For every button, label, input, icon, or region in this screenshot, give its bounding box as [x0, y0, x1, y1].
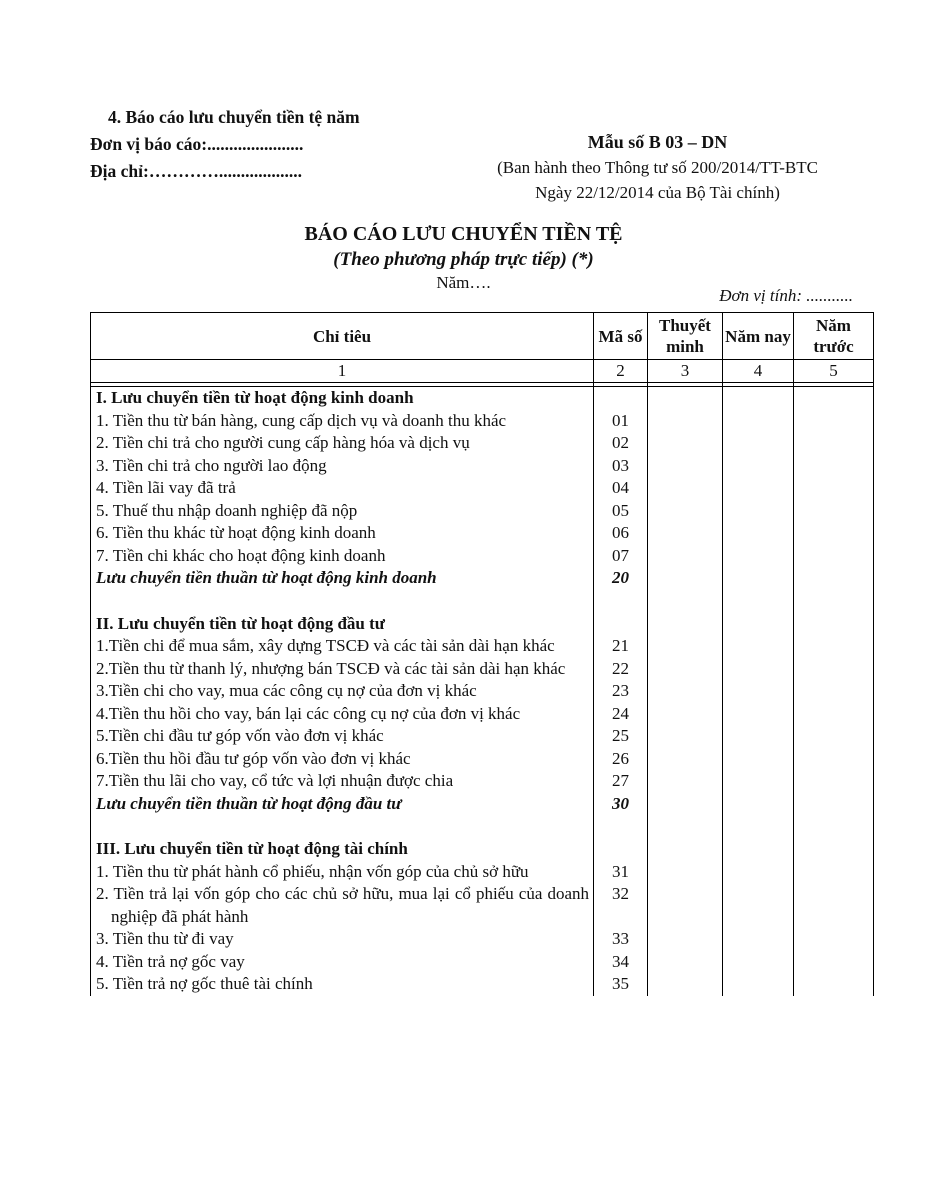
table-row: [91, 793, 874, 816]
table-row: [91, 477, 874, 500]
cell-nam-nay-value: [723, 770, 794, 793]
cell-item-label: 2. Tiền chi trả cho người cung cấp hàng hóa và dịch vụ: [91, 432, 594, 455]
cell-thuyet-minh-value: [648, 455, 723, 478]
cell-item-label: 5. Thuế thu nhập doanh nghiệp đã nộp: [91, 500, 594, 523]
table-header-row: [91, 313, 874, 360]
cell-thuyet-minh-value: [648, 951, 723, 974]
cell-item-label: 4.Tiền thu hồi cho vay, bán lại các công cụ nợ của đơn vị khác: [91, 703, 594, 726]
cell-item-code: 01: [594, 410, 648, 433]
column-number-2: 2: [594, 360, 648, 383]
report-index-line: 4. Báo cáo lưu chuyển tiền tệ năm: [108, 107, 360, 127]
cell-nam-truoc-value: [794, 658, 874, 681]
cell-item-label: 6.Tiền thu hồi đầu tư góp vốn vào đơn vị khác: [91, 748, 594, 771]
cell-nam-nay-value: [723, 387, 794, 410]
cell-thuyet-minh-value: [648, 522, 723, 545]
column-header-chi-tieu: Chỉ tiêu: [91, 313, 594, 360]
reporting-unit-line: Đơn vị báo cáo:......................: [90, 134, 304, 154]
cell-nam-nay-value: [723, 793, 794, 816]
cell-nam-nay-value: [723, 748, 794, 771]
column-number-4: 4: [723, 360, 794, 383]
cell-thuyet-minh-value: [648, 748, 723, 771]
cell-item-label: 3.Tiền chi cho vay, mua các công cụ nợ của đơn vị khác: [91, 680, 594, 703]
cell-item-label: III. Lưu chuyển tiền từ hoạt động tài chính: [91, 838, 594, 861]
table-row: [91, 815, 874, 838]
column-number-1: 1: [91, 360, 594, 383]
cell-item-code: 03: [594, 455, 648, 478]
cell-nam-truoc-value: [794, 815, 874, 838]
cell-nam-truoc-value: [794, 432, 874, 455]
cell-thuyet-minh-value: [648, 815, 723, 838]
cell-item-code: 32: [594, 883, 648, 928]
cell-nam-nay-value: [723, 567, 794, 590]
table-row: [91, 590, 874, 613]
cell-nam-truoc-value: [794, 703, 874, 726]
cell-item-label: 5. Tiền trả nợ gốc thuê tài chính: [91, 973, 594, 996]
cell-item-label: [91, 815, 594, 838]
table-row: [91, 725, 874, 748]
cell-item-code: 26: [594, 748, 648, 771]
cell-item-code: 23: [594, 680, 648, 703]
cell-nam-nay-value: [723, 815, 794, 838]
column-header-ma-so: Mã số: [594, 313, 648, 360]
cell-item-code: 33: [594, 928, 648, 951]
table-row: [91, 613, 874, 636]
column-number-5: 5: [794, 360, 874, 383]
cell-nam-nay-value: [723, 725, 794, 748]
cell-thuyet-minh-value: [648, 410, 723, 433]
cell-nam-nay-value: [723, 883, 794, 928]
table-row: [91, 770, 874, 793]
cell-thuyet-minh-value: [648, 387, 723, 410]
cell-item-code: [594, 387, 648, 410]
currency-unit-line: Đơn vị tính: ...........: [719, 286, 853, 305]
cell-item-code: 20: [594, 567, 648, 590]
address-line: Địa chỉ:…………...................: [90, 161, 302, 181]
cell-nam-truoc-value: [794, 387, 874, 410]
cell-item-label: II. Lưu chuyển tiền từ hoạt động đầu tư: [91, 613, 594, 636]
cell-item-code: [594, 613, 648, 636]
cell-item-code: 04: [594, 477, 648, 500]
cell-nam-truoc-value: [794, 793, 874, 816]
cell-nam-truoc-value: [794, 748, 874, 771]
cell-item-label: Lưu chuyển tiền thuần từ hoạt động đầu tư: [91, 793, 594, 816]
cell-nam-truoc-value: [794, 545, 874, 568]
cell-nam-nay-value: [723, 545, 794, 568]
table-row: [91, 838, 874, 861]
cell-item-code: [594, 815, 648, 838]
cell-thuyet-minh-value: [648, 680, 723, 703]
cell-nam-truoc-value: [794, 838, 874, 861]
cell-nam-truoc-value: [794, 477, 874, 500]
cell-nam-nay-value: [723, 410, 794, 433]
cell-item-code: 24: [594, 703, 648, 726]
table-row: [91, 703, 874, 726]
cell-thuyet-minh-value: [648, 725, 723, 748]
cell-nam-truoc-value: [794, 725, 874, 748]
cell-item-label: 2.Tiền thu từ thanh lý, nhượng bán TSCĐ và các tài sản dài hạn khác: [91, 658, 594, 681]
cell-item-code: [594, 838, 648, 861]
table-row: [91, 545, 874, 568]
cell-nam-nay-value: [723, 951, 794, 974]
cell-nam-truoc-value: [794, 861, 874, 884]
cell-nam-truoc-value: [794, 590, 874, 613]
cell-nam-nay-value: [723, 928, 794, 951]
cell-nam-truoc-value: [794, 500, 874, 523]
cell-item-code: [594, 590, 648, 613]
cell-nam-truoc-value: [794, 635, 874, 658]
cell-nam-truoc-value: [794, 973, 874, 996]
table-row: [91, 410, 874, 433]
cell-item-code: 25: [594, 725, 648, 748]
cell-item-label: 7. Tiền chi khác cho hoạt động kinh doanh: [91, 545, 594, 568]
cell-nam-truoc-value: [794, 928, 874, 951]
cell-thuyet-minh-value: [648, 928, 723, 951]
cell-nam-truoc-value: [794, 455, 874, 478]
cell-nam-nay-value: [723, 973, 794, 996]
cash-flow-table: [90, 312, 874, 996]
cell-item-label: 4. Tiền trả nợ gốc vay: [91, 951, 594, 974]
cell-nam-nay-value: [723, 658, 794, 681]
report-method-subtitle: (Theo phương pháp trực tiếp) (*): [333, 249, 594, 270]
column-header-nam-nay: Năm nay: [723, 313, 794, 360]
cell-nam-nay-value: [723, 861, 794, 884]
cell-item-code: 34: [594, 951, 648, 974]
cell-item-code: 07: [594, 545, 648, 568]
cell-thuyet-minh-value: [648, 793, 723, 816]
cell-nam-truoc-value: [794, 567, 874, 590]
cell-item-label: I. Lưu chuyển tiền từ hoạt động kinh doanh: [91, 387, 594, 410]
cell-thuyet-minh-value: [648, 545, 723, 568]
table-row: [91, 748, 874, 771]
cell-thuyet-minh-value: [648, 973, 723, 996]
issued-under-line1: (Ban hành theo Thông tư số 200/2014/TT-BTC: [497, 158, 818, 177]
cell-thuyet-minh-value: [648, 838, 723, 861]
cell-nam-nay-value: [723, 613, 794, 636]
form-info-block: [450, 130, 865, 205]
cell-thuyet-minh-value: [648, 770, 723, 793]
table-row: [91, 883, 874, 928]
cell-thuyet-minh-value: [648, 703, 723, 726]
cell-item-code: 02: [594, 432, 648, 455]
table-row: [91, 432, 874, 455]
cell-item-label: 5.Tiền chi đầu tư góp vốn vào đơn vị khác: [91, 725, 594, 748]
table-row: [91, 500, 874, 523]
cell-thuyet-minh-value: [648, 883, 723, 928]
cell-item-code: 22: [594, 658, 648, 681]
cell-nam-nay-value: [723, 522, 794, 545]
reporting-unit-block: [90, 104, 360, 185]
table-row: [91, 928, 874, 951]
table-row: [91, 635, 874, 658]
cell-item-label: 1.Tiền chi để mua sắm, xây dựng TSCĐ và các tài sản dài hạn khác: [91, 635, 594, 658]
cell-nam-truoc-value: [794, 680, 874, 703]
table-row: [91, 658, 874, 681]
cell-thuyet-minh-value: [648, 567, 723, 590]
cell-thuyet-minh-value: [648, 432, 723, 455]
report-year-line: Năm….: [436, 273, 491, 292]
report-title: BÁO CÁO LƯU CHUYỂN TIỀN TỆ: [304, 223, 623, 245]
cell-nam-truoc-value: [794, 410, 874, 433]
column-number-row: [91, 360, 874, 383]
cell-thuyet-minh-value: [648, 590, 723, 613]
cell-nam-truoc-value: [794, 770, 874, 793]
table-row: [91, 567, 874, 590]
cell-item-label: 1. Tiền thu từ bán hàng, cung cấp dịch vụ và doanh thu khác: [91, 410, 594, 433]
cell-item-code: 31: [594, 861, 648, 884]
cell-nam-nay-value: [723, 590, 794, 613]
form-number: Mẫu số B 03 – DN: [587, 132, 728, 152]
column-header-nam-truoc: Năm trước: [794, 313, 874, 360]
cell-nam-nay-value: [723, 635, 794, 658]
cell-nam-truoc-value: [794, 613, 874, 636]
table-row: [91, 973, 874, 996]
table-row: [91, 522, 874, 545]
cell-item-code: 21: [594, 635, 648, 658]
table-row: [91, 680, 874, 703]
cell-item-label: 2. Tiền trả lại vốn góp cho các chủ sở hữu, mua lại cổ phiếu của doanh nghiệp đã phát hành: [91, 883, 594, 928]
cell-thuyet-minh-value: [648, 861, 723, 884]
cell-thuyet-minh-value: [648, 613, 723, 636]
cell-thuyet-minh-value: [648, 477, 723, 500]
cell-thuyet-minh-value: [648, 635, 723, 658]
table-row: [91, 455, 874, 478]
cell-nam-truoc-value: [794, 883, 874, 928]
cell-nam-nay-value: [723, 432, 794, 455]
cell-item-label: [91, 590, 594, 613]
cell-item-label: 3. Tiền chi trả cho người lao động: [91, 455, 594, 478]
cell-item-code: 06: [594, 522, 648, 545]
cell-nam-nay-value: [723, 838, 794, 861]
column-header-thuyet-minh: Thuyết minh: [648, 313, 723, 360]
table-body: [91, 387, 874, 996]
cell-item-code: 35: [594, 973, 648, 996]
cell-item-label: 1. Tiền thu từ phát hành cổ phiếu, nhận vốn góp của chủ sở hữu: [91, 861, 594, 884]
cell-item-code: 05: [594, 500, 648, 523]
cell-nam-nay-value: [723, 477, 794, 500]
cell-nam-nay-value: [723, 500, 794, 523]
cell-nam-truoc-value: [794, 951, 874, 974]
cell-item-label: 3. Tiền thu từ đi vay: [91, 928, 594, 951]
cell-item-label: Lưu chuyển tiền thuần từ hoạt động kinh doanh: [91, 567, 594, 590]
column-number-3: 3: [648, 360, 723, 383]
cell-nam-nay-value: [723, 703, 794, 726]
cell-item-code: 27: [594, 770, 648, 793]
table-row: [91, 861, 874, 884]
cell-nam-nay-value: [723, 455, 794, 478]
cell-item-label: 7.Tiền thu lãi cho vay, cổ tức và lợi nhuận được chia: [91, 770, 594, 793]
table-row: [91, 951, 874, 974]
table-row: [91, 387, 874, 410]
issued-under-line2: Ngày 22/12/2014 của Bộ Tài chính): [535, 183, 780, 202]
cell-nam-nay-value: [723, 680, 794, 703]
cell-item-code: 30: [594, 793, 648, 816]
cell-item-label: 6. Tiền thu khác từ hoạt động kinh doanh: [91, 522, 594, 545]
cell-item-label: 4. Tiền lãi vay đã trả: [91, 477, 594, 500]
cell-nam-truoc-value: [794, 522, 874, 545]
cell-thuyet-minh-value: [648, 500, 723, 523]
title-block: [0, 222, 927, 294]
cell-thuyet-minh-value: [648, 658, 723, 681]
